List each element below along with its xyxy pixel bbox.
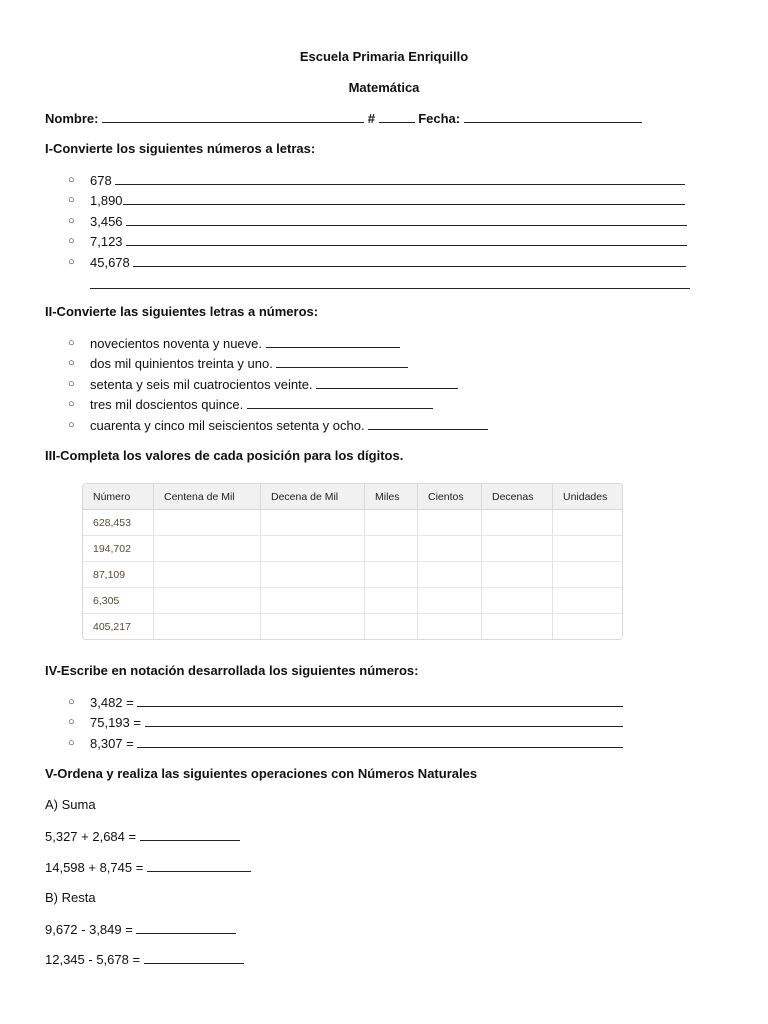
answer-cell[interactable] (154, 562, 261, 588)
bullet-icon: ○ (68, 337, 75, 349)
date-label: Fecha: (418, 111, 461, 126)
bullet-icon: ○ (68, 256, 75, 268)
answer-blank[interactable] (126, 213, 687, 226)
answer-blank[interactable] (266, 335, 400, 348)
number-blank[interactable] (379, 110, 415, 123)
sub-operation-2: 12,345 - 5,678 = (45, 951, 244, 967)
answer-blank[interactable] (368, 417, 488, 430)
bullet-icon: ○ (68, 419, 75, 431)
answer-cell[interactable] (154, 536, 261, 562)
number-label: # (367, 111, 375, 126)
answer-cell[interactable] (482, 614, 553, 639)
table-row (83, 562, 622, 588)
table-header-row (83, 484, 622, 510)
answer-cell[interactable] (365, 510, 418, 536)
sum-operation-1: 5,327 + 2,684 = (45, 828, 240, 844)
column-header: Número (83, 484, 154, 510)
answer-cell[interactable] (154, 588, 261, 614)
column-header: Cientos (418, 484, 482, 510)
bullet-icon: ○ (68, 696, 75, 708)
bullet-icon: ○ (68, 716, 75, 728)
answer-blank[interactable] (137, 735, 623, 748)
list-item: 45,678 (90, 254, 686, 270)
number-cell: 87,109 (83, 562, 154, 588)
answer-cell[interactable] (418, 562, 482, 588)
answer-blank[interactable] (133, 254, 686, 267)
list-item: 75,193 = (90, 714, 623, 730)
bullet-icon: ○ (68, 737, 75, 749)
answer-cell[interactable] (553, 510, 622, 536)
answer-cell[interactable] (365, 536, 418, 562)
subject-title: Matemática (348, 80, 420, 95)
answer-blank[interactable] (126, 233, 687, 246)
number-cell: 628,453 (83, 510, 154, 536)
answer-cell[interactable] (261, 588, 365, 614)
sum-label: A) Suma (45, 797, 96, 812)
table-row (83, 588, 622, 614)
answer-cell[interactable] (418, 510, 482, 536)
list-item: novecientos noventa y nueve. (90, 335, 400, 351)
list-item: 7,123 (90, 233, 687, 249)
answer-cell[interactable] (261, 536, 365, 562)
answer-blank[interactable] (136, 921, 236, 934)
name-blank[interactable] (102, 110, 364, 123)
answer-blank[interactable] (115, 172, 685, 185)
answer-cell[interactable] (418, 614, 482, 639)
bullet-icon: ○ (68, 235, 75, 247)
place-value-table (82, 483, 623, 640)
answer-blank[interactable] (276, 355, 408, 368)
answer-cell[interactable] (553, 562, 622, 588)
answer-cell[interactable] (553, 614, 622, 639)
list-item: 8,307 = (90, 735, 623, 751)
section-1-title: I-Convierte los siguientes números a letras: (45, 141, 316, 156)
table-row (83, 614, 622, 639)
bullet-icon: ○ (68, 378, 75, 390)
table-row (83, 536, 622, 562)
answer-cell[interactable] (553, 588, 622, 614)
answer-blank[interactable] (247, 396, 433, 409)
answer-blank[interactable] (137, 694, 623, 707)
section-4-title: IV-Escribe en notación desarrollada los siguientes números: (45, 663, 419, 678)
answer-cell[interactable] (365, 614, 418, 639)
answer-cell[interactable] (261, 510, 365, 536)
extra-answer-line[interactable] (90, 276, 690, 292)
answer-cell[interactable] (418, 536, 482, 562)
school-title: Escuela Primaria Enriquillo (299, 49, 469, 64)
answer-cell[interactable] (365, 562, 418, 588)
list-item: tres mil doscientos quince. (90, 396, 433, 412)
name-label: Nombre: (45, 111, 99, 126)
bullet-icon: ○ (68, 357, 75, 369)
list-item: 3,482 = (90, 694, 623, 710)
answer-cell[interactable] (154, 614, 261, 639)
bullet-icon: ○ (68, 194, 75, 206)
list-item: setenta y seis mil cuatrocientos veinte. (90, 376, 458, 392)
column-header: Centena de Mil (154, 484, 261, 510)
answer-cell[interactable] (261, 614, 365, 639)
bullet-icon: ○ (68, 174, 75, 186)
number-cell: 194,702 (83, 536, 154, 562)
sub-operation-1: 9,672 - 3,849 = (45, 921, 236, 937)
answer-blank[interactable] (123, 192, 685, 205)
answer-cell[interactable] (418, 588, 482, 614)
answer-blank[interactable] (144, 951, 244, 964)
bullet-icon: ○ (68, 215, 75, 227)
section-2-title: II-Convierte las siguientes letras a números: (45, 304, 319, 319)
number-cell: 405,217 (83, 614, 154, 639)
answer-cell[interactable] (553, 536, 622, 562)
student-info-row (45, 110, 642, 126)
column-header: Unidades (553, 484, 622, 510)
list-item: 678 (90, 172, 685, 188)
date-blank[interactable] (464, 110, 642, 123)
section-3-title: III-Completa los valores de cada posición para los dígitos. (45, 448, 404, 463)
answer-blank[interactable] (316, 376, 458, 389)
answer-cell[interactable] (365, 588, 418, 614)
section-5-title: V-Ordena y realiza las siguientes operaciones con Números Naturales (45, 766, 478, 781)
answer-cell[interactable] (261, 562, 365, 588)
sum-operation-2: 14,598 + 8,745 = (45, 859, 251, 875)
number-cell: 6,305 (83, 588, 154, 614)
answer-cell[interactable] (154, 510, 261, 536)
answer-blank[interactable] (140, 828, 240, 841)
column-header: Decena de Mil (261, 484, 365, 510)
answer-blank[interactable] (145, 714, 623, 727)
column-header: Miles (365, 484, 418, 510)
list-item: 3,456 (90, 213, 687, 229)
list-item: dos mil quinientos treinta y uno. (90, 355, 408, 371)
bullet-icon: ○ (68, 398, 75, 410)
subtraction-label: B) Resta (45, 890, 96, 905)
answer-cell[interactable] (482, 562, 553, 588)
list-item: 1,890 (90, 192, 685, 208)
table-row (83, 510, 622, 536)
answer-cell[interactable] (482, 536, 553, 562)
column-header: Decenas (482, 484, 553, 510)
answer-cell[interactable] (482, 510, 553, 536)
answer-cell[interactable] (482, 588, 553, 614)
answer-blank[interactable] (147, 859, 251, 872)
list-item: cuarenta y cinco mil seiscientos setenta y ocho. (90, 417, 488, 433)
